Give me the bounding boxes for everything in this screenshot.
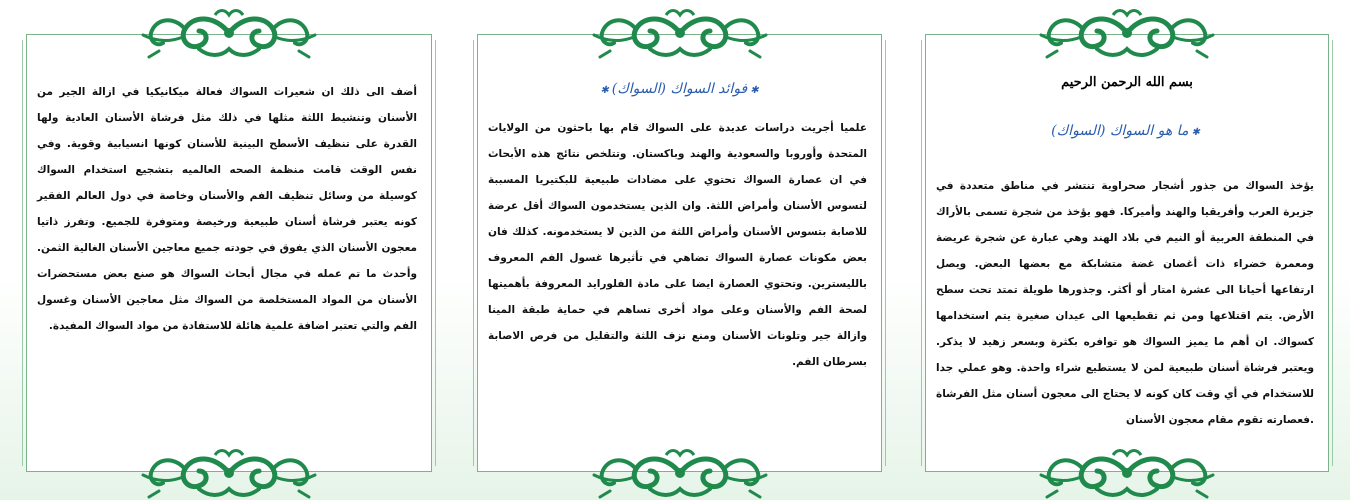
ornament-top (139, 5, 319, 61)
ornament-bottom (590, 445, 770, 501)
section-heading (926, 123, 1328, 139)
article-panel-right (925, 34, 1329, 472)
section-heading (478, 81, 881, 97)
ornament-top (1037, 5, 1217, 61)
arabesque-ornament-icon (1037, 5, 1217, 61)
article-panel-left (26, 34, 432, 472)
arabesque-ornament-icon (590, 445, 770, 501)
ornament-bottom (139, 445, 319, 501)
star-icon: ✱ (600, 85, 609, 96)
article-text: أضف الى ذلك ان شعيرات السواك فعالة ميكانيكيا في ازالة الجير من الأسنان وتنشيط اللثة مثلها في ذلك مثل فرشاة الأسنان العادية ولها القدرة على تنظيف الأسطح البينية للأسنان كونها انسيابية وقوية. وفي نفس الوقت قامت منظمة الصحه العالميه بتشجيع استخدام السواك كوسيلة من وسائل تنظيف الفم والأسنان وخاصة في دول العالم الفقير كونه يعتبر فرشاة أسنان طبيعية ورخيصة ومتوفرة للجميع. وتفرز ذاتيا معجون الأسنان الذي يفوق في جودته جميع معاجين الأسنان الغالية الثمن. وأحدث ما تم عمله في مجال أبحاث السواك هو صنع بعض مستحضرات الأسنان من المواد المستخلصة من السواك مثل معاجين الأسنان وغسول الفم والتي تعتبر اضافة علمية هائلة للاستفادة من مواد السواك المفيدة. (37, 86, 417, 332)
ornament-bottom (1037, 445, 1217, 501)
star-icon: ✱ (1191, 127, 1200, 138)
arabesque-ornament-icon (1037, 445, 1217, 501)
section-heading-text: فوائد السواك (السواك) (611, 81, 748, 97)
article-text: علميا أجريت دراسات عديدة على السواك قام بها باحثون من الولايات المتحدة وأوروبا والسعودية والهند وباكستان. وتتلخص نتائج هذه الأبحاث في ان عصارة السواك تحتوي على مضادات طبيعية للبكتيريا المسببة لتسوس الأسنان وأمراض اللثة. وان الذين يستخدمون السواك أقل عرضة للاصابة بتسوس الأسنان وأمراض اللثة من الذين لا يستخدمونه. كذلك فان بعض مكونات عصارة السواك تضاهي في تأثيرها غسول الفم المعروف بالليسترين. وتحتوي العصارة ايضا على مادة الفلورايد المعروفة بأهميتها لصحة الفم والأسنان وعلى مواد أخرى تساهم في حماية طبقة المينا وازالة جير وتلونات الأسنان ومنع نزف اللثة والتقليل من فرص الاصابة بسرطان الفم. (488, 122, 867, 368)
ornament-top (590, 5, 770, 61)
star-icon: ✱ (750, 85, 759, 96)
article-text: يؤخذ السواك من جذور أشجار صحراوية تنتشر في مناطق متعددة في جزيرة العرب وأفريقيا والهند وأميركا. فهو يؤخذ من شجرة تسمى بالأراك في المنطقة العربية أو النيم في بلاد الهند وهي عبارة عن شجرة عريضة ومعمرة خضراء ذات أغصان غضة متشابكة مع بعضها البعض. ويصل ارتفاعها أحيانا الى عشرة امتار أو أكثر. وجذورها طويلة تمتد تحت سطح الأرض. يتم اقتلاعها ومن ثم تقطيعها الى عيدان صغيرة يتم استخدامها كسواك. ان أهم ما يميز السواك هو توافره بكثرة وبسعر زهيد لا يذكر. ويعتبر فرشاة أسنان طبيعية لمن لا يستطيع شراء واحدة. وهو عملي جدا للاستخدام في أي وقت كان كونه لا يحتاج الى معجون أسنان مثل الفرشاة .فعصارته تقوم مقام معجون الأسنان (936, 180, 1314, 426)
arabesque-ornament-icon (139, 445, 319, 501)
basmala-title: بسم الله الرحمن الرحيم (1061, 75, 1193, 90)
arabesque-ornament-icon (139, 5, 319, 61)
section-heading-text: ما هو السواك (السواك) (1051, 123, 1189, 139)
arabesque-ornament-icon (590, 5, 770, 61)
article-panel-middle (477, 34, 882, 472)
